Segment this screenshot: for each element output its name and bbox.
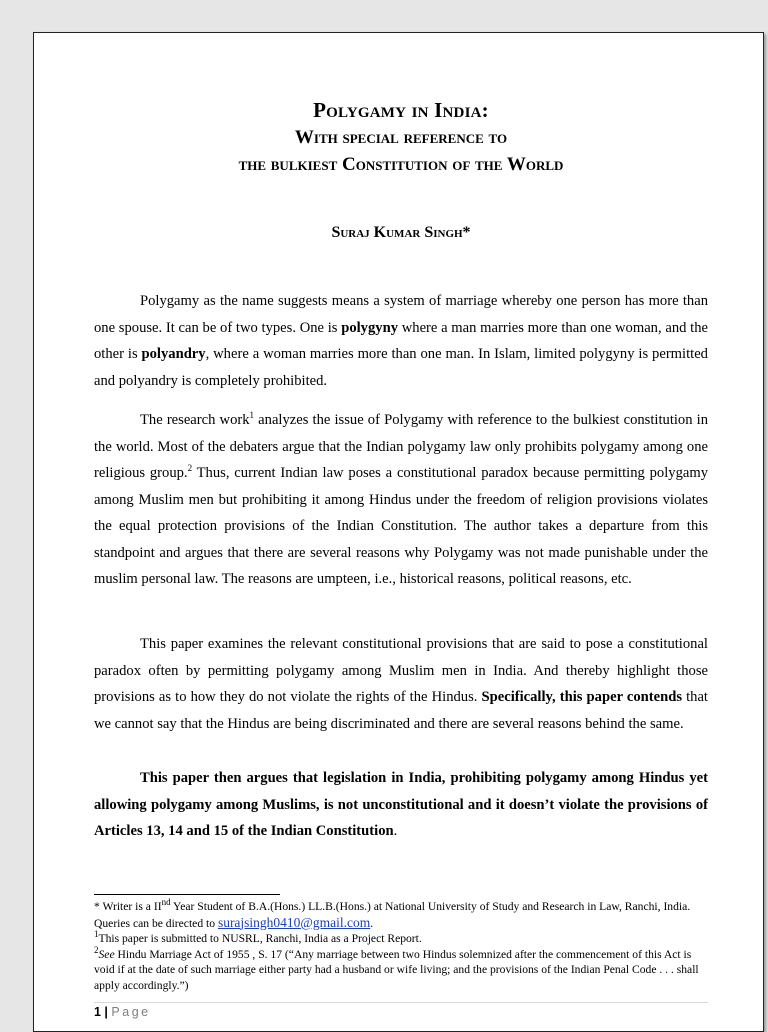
- footnote-1: [94, 931, 708, 947]
- text: * Writer is a II: [94, 900, 162, 913]
- title-line-2: With special reference to: [294, 127, 508, 148]
- paragraph-4: [94, 765, 708, 845]
- text: where a man marries more than one woman, and the other is: [94, 319, 708, 362]
- separator: |: [100, 1005, 112, 1019]
- title-line-3: the bulkiest Constitution of the World: [238, 154, 564, 175]
- footnotes: [94, 899, 708, 993]
- text: that we cannot say that the Hindus are being discriminated and there are several reasons behind the same.: [94, 689, 708, 732]
- term-polyandry: polyandry: [141, 346, 206, 362]
- footnote-2: [94, 944, 708, 994]
- text: Thus, current Indian law poses a constitutional paradox because permitting polygamy among Muslim men but prohibiting it among Hindus under the freedom of religion provisions violates the equal protection provisions of the Indian Constitution. The author takes a departure from this standpoint and argues that there are several reasons why Polygamy was not made punishable under the muslim personal law. The reasons are umpteen, i.e., historical reasons, political reasons, etc.: [94, 465, 708, 587]
- email-link[interactable]: surajsingh0410@gmail.com: [217, 914, 371, 930]
- text: This paper examines the relevant constitutional provisions that are said to pose a constitutional paradox often by permitting polygamy among Muslim men in India. And thereby highlight those provisions as to how they do not violate the rights of the Hindus.: [94, 636, 708, 705]
- footnote-number: 1: [94, 929, 99, 940]
- text: Year Student of B.A.(Hons.) LL.B.(Hons.) at National University of Study and Research in Law, Ranchi, India. Queries can be directed to: [94, 900, 691, 930]
- footnote-author: [94, 899, 708, 931]
- text: .: [370, 916, 374, 930]
- paragraph-1: [94, 288, 708, 394]
- superscript: nd: [161, 897, 171, 908]
- footnote-separator: [94, 894, 280, 895]
- author-name: Suraj Kumar Singh*: [331, 224, 471, 241]
- see-signal: See: [98, 947, 115, 961]
- page-number: 1: [94, 1005, 101, 1019]
- text: analyzes the issue of Polygamy with reference to the bulkiest constitution in the world. Most of the debaters argue that the Indian polygamy law only prohibits polygamy among one religious group.: [94, 412, 708, 481]
- footnote-number: 2: [94, 944, 99, 955]
- text: This paper is submitted to NUSRL, Ranchi, India as a Project Report.: [98, 932, 422, 945]
- text: This paper then argues that legislation in India, prohibiting polygamy among Hindus yet allowing polygamy among Muslims, is not unconstitutional and it doesn’t violate the provisions of Articles 13, 14 and 15 of the Indian Constitution: [94, 770, 708, 839]
- text: Polygamy as the name suggests means a system of marriage whereby one person has more than one spouse. It can be of two types. One is: [94, 293, 708, 336]
- paragraph-3: [94, 631, 708, 737]
- page-label: Page: [111, 1005, 151, 1019]
- title-line-1: Polygamy in India:: [313, 98, 489, 122]
- page-footer: [94, 1005, 151, 1019]
- emphasis: Specifically, this paper contends: [481, 689, 683, 705]
- footnote-ref-2[interactable]: 2: [187, 463, 193, 474]
- footer-rule: [94, 1002, 708, 1003]
- paragraph-2: [94, 407, 708, 593]
- text: Hindu Marriage Act of 1955 , S. 17 (“Any marriage between two Hindus solemnized after the commencement of this Act is void if at the date of such marriage either party had a husband or wife living; and the provisions of the Indian Penal Code . . . shall apply accordingly.”): [94, 947, 699, 992]
- text: The research work: [140, 412, 250, 428]
- footnote-ref-1[interactable]: 1: [249, 410, 255, 421]
- text: , where a woman marries more than one man. In Islam, limited polygyny is permitted and polyandry is completely prohibited.: [94, 346, 708, 389]
- document-page: [33, 32, 764, 1032]
- text: .: [393, 823, 398, 839]
- term-polygyny: polygyny: [341, 319, 398, 336]
